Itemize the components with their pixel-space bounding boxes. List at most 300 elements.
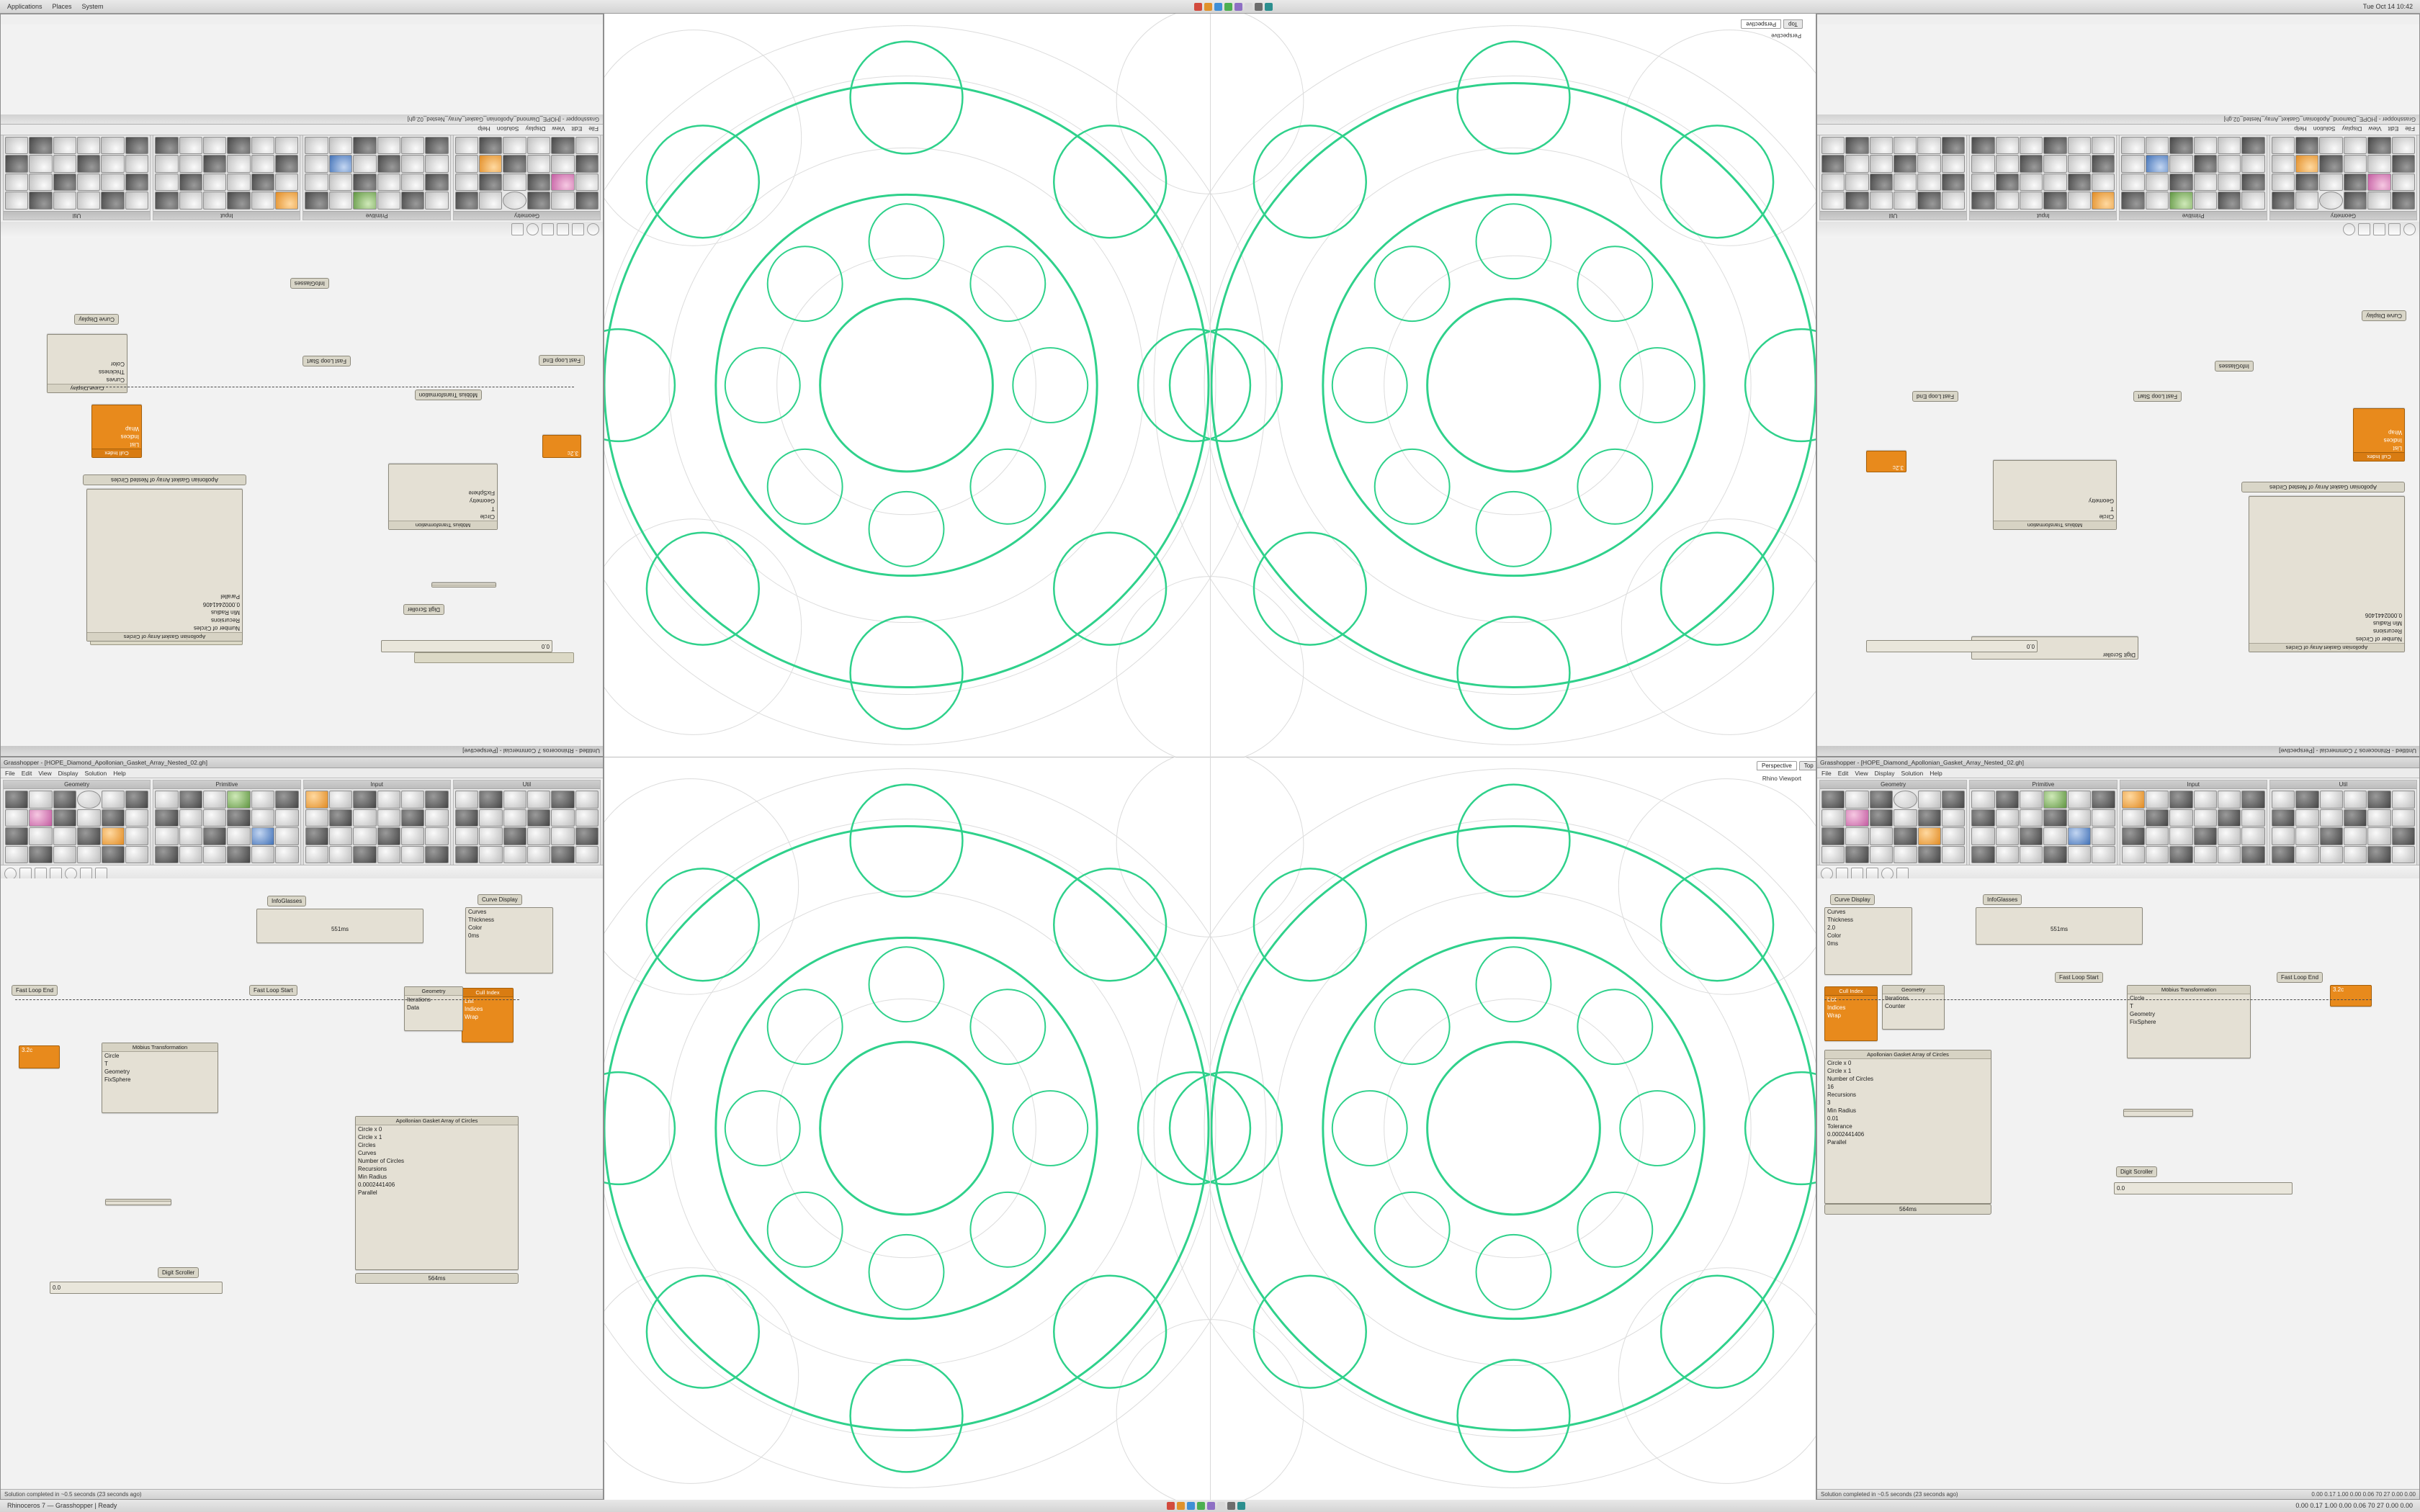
ribbon-icon[interactable] bbox=[305, 809, 328, 827]
ribbon-icon[interactable] bbox=[551, 174, 574, 192]
ribbon-icon[interactable] bbox=[1845, 192, 1868, 210]
ribbon-icon[interactable] bbox=[2092, 192, 2115, 210]
ribbon-icon[interactable] bbox=[155, 809, 178, 827]
ribbon-icon[interactable] bbox=[227, 827, 250, 845]
ribbon-icon[interactable] bbox=[5, 846, 28, 864]
new-icon-tr[interactable] bbox=[2403, 224, 2416, 236]
ribbon-icon[interactable] bbox=[2043, 137, 2066, 155]
ribbon-icon[interactable] bbox=[2122, 791, 2145, 809]
ribbon-icon[interactable] bbox=[1894, 174, 1917, 192]
ribbon-icon[interactable] bbox=[227, 174, 250, 192]
ribbon-icon[interactable] bbox=[377, 174, 400, 192]
ribbon-icon[interactable] bbox=[2068, 174, 2091, 192]
open-icon-tl[interactable] bbox=[572, 224, 584, 236]
ribbon-icon[interactable] bbox=[377, 827, 400, 845]
viewport-tab-top-bottom[interactable]: Top bbox=[1799, 761, 1816, 770]
ribbon-icon[interactable] bbox=[2392, 192, 2415, 210]
gh-window-top-left[interactable] bbox=[0, 14, 604, 757]
ribbon-icon[interactable] bbox=[2218, 174, 2241, 192]
new-icon-bl[interactable] bbox=[4, 868, 17, 880]
ribbon-icon[interactable] bbox=[203, 827, 226, 845]
component-mobius-tr[interactable] bbox=[1993, 460, 2117, 530]
ribbon-icon[interactable] bbox=[1996, 137, 2019, 155]
ribbon-icon[interactable] bbox=[179, 827, 202, 845]
ribbon-icon[interactable] bbox=[1942, 174, 1965, 192]
ribbon-icon[interactable] bbox=[203, 791, 226, 809]
ribbon-icon[interactable] bbox=[503, 809, 526, 827]
ribbon-grid-input-bl[interactable] bbox=[304, 789, 450, 865]
ribbon-panel-geometry-tr[interactable] bbox=[2269, 135, 2417, 220]
ribbon-icon[interactable] bbox=[1971, 846, 1994, 864]
zoom-icon-tr[interactable] bbox=[2358, 224, 2370, 236]
gh-toolbar-tl[interactable] bbox=[1, 221, 603, 238]
tray-icon-b7[interactable] bbox=[1227, 1502, 1235, 1510]
gh-toolbar-tr[interactable] bbox=[1817, 221, 2419, 238]
ribbon-icon[interactable] bbox=[53, 137, 76, 155]
ribbon-icon[interactable] bbox=[179, 137, 202, 155]
preview-icon-bl[interactable] bbox=[65, 868, 77, 880]
ribbon-icon[interactable] bbox=[2169, 156, 2192, 174]
ribbon-icon[interactable] bbox=[53, 809, 76, 827]
ribbon-icon[interactable] bbox=[401, 156, 424, 174]
gh-window-top-right[interactable] bbox=[1816, 14, 2420, 757]
ribbon-icon[interactable] bbox=[2068, 156, 2091, 174]
tray-icon-4[interactable] bbox=[1224, 3, 1232, 11]
tray-icon-5[interactable] bbox=[1234, 3, 1242, 11]
ribbon-grid-util-br[interactable] bbox=[2270, 789, 2416, 865]
ribbon-icon[interactable] bbox=[2367, 156, 2390, 174]
ribbon-icon[interactable] bbox=[1821, 809, 1845, 827]
gh-canvas-br[interactable] bbox=[1817, 878, 2419, 1489]
gh-menubar-tl[interactable] bbox=[1, 124, 603, 134]
component-digitscroller-value-tr[interactable] bbox=[1866, 451, 1906, 472]
ribbon-icon[interactable] bbox=[2146, 174, 2169, 192]
ribbon-icon[interactable] bbox=[2043, 827, 2066, 845]
ribbon-icon[interactable] bbox=[2367, 827, 2390, 845]
ribbon-icon[interactable] bbox=[203, 192, 226, 210]
ribbon-icon[interactable] bbox=[53, 827, 76, 845]
ribbon-icon[interactable] bbox=[401, 137, 424, 155]
ribbon-icon[interactable] bbox=[2320, 174, 2343, 192]
component-cull-index-tl[interactable] bbox=[91, 405, 142, 458]
ribbon-icon[interactable] bbox=[2392, 156, 2415, 174]
ribbon-icon[interactable] bbox=[203, 137, 226, 155]
ribbon-icon[interactable] bbox=[2122, 809, 2145, 827]
gh-menu-file-bl[interactable]: File bbox=[5, 769, 15, 777]
gh-menu-edit-tr[interactable]: Edit bbox=[2388, 125, 2399, 133]
save-icon-bl[interactable] bbox=[35, 868, 47, 880]
component-digit-scroller-tl[interactable] bbox=[542, 435, 581, 458]
ribbon-icon[interactable] bbox=[251, 156, 274, 174]
ribbon-icon[interactable] bbox=[2218, 137, 2241, 155]
component-pi-bl[interactable] bbox=[105, 1199, 171, 1205]
component-mobius-tl[interactable] bbox=[388, 464, 498, 530]
ribbon-panel-geometry-br[interactable] bbox=[1819, 780, 1967, 865]
slider-digit-scroller-tl[interactable] bbox=[381, 640, 552, 652]
ribbon-icon[interactable] bbox=[2122, 192, 2145, 210]
ribbon-icon[interactable] bbox=[1821, 846, 1845, 864]
ribbon-icon[interactable] bbox=[203, 174, 226, 192]
ribbon-icon[interactable] bbox=[2194, 809, 2217, 827]
ribbon-icon[interactable] bbox=[455, 174, 478, 192]
settings-icon-tl[interactable] bbox=[511, 224, 524, 236]
ribbon-icon[interactable] bbox=[575, 846, 599, 864]
gh-ribbon-bl[interactable] bbox=[1, 778, 603, 865]
ribbon-icon[interactable] bbox=[29, 827, 52, 845]
ribbon-icon[interactable] bbox=[305, 174, 328, 192]
ribbon-grid-geometry-tr[interactable] bbox=[2270, 135, 2416, 211]
save-icon-tr[interactable] bbox=[2373, 224, 2385, 236]
ribbon-icon[interactable] bbox=[1942, 827, 1965, 845]
ribbon-icon[interactable] bbox=[2241, 174, 2264, 192]
ribbon-icon[interactable] bbox=[2169, 827, 2192, 845]
ribbon-icon[interactable] bbox=[2122, 827, 2145, 845]
ribbon-panel-input-bl[interactable] bbox=[303, 780, 451, 865]
ribbon-icon[interactable] bbox=[503, 137, 526, 155]
ribbon-icon[interactable] bbox=[227, 192, 250, 210]
ribbon-icon[interactable] bbox=[275, 137, 298, 155]
tray-icon-b4[interactable] bbox=[1197, 1502, 1205, 1510]
ribbon-icon[interactable] bbox=[2020, 846, 2043, 864]
ribbon-icon[interactable] bbox=[455, 156, 478, 174]
ribbon-icon[interactable] bbox=[1996, 846, 2019, 864]
ribbon-icon[interactable] bbox=[2295, 174, 2318, 192]
ribbon-icon[interactable] bbox=[29, 809, 52, 827]
ribbon-icon[interactable] bbox=[1845, 174, 1868, 192]
ribbon-icon[interactable] bbox=[425, 846, 448, 864]
gh-menu-solution-br[interactable]: Solution bbox=[1901, 769, 1924, 777]
ribbon-icon[interactable] bbox=[77, 192, 100, 210]
preview-icon-tr[interactable] bbox=[2343, 224, 2355, 236]
ribbon-icon[interactable] bbox=[1918, 192, 1941, 210]
viewport-tabs-bottom[interactable] bbox=[1757, 761, 1816, 770]
viewport-tab-perspective[interactable]: Perspective bbox=[1741, 19, 1781, 29]
ribbon-icon[interactable] bbox=[1894, 846, 1917, 864]
component-infoglasses-br[interactable] bbox=[1976, 907, 2143, 945]
ribbon-icon[interactable] bbox=[125, 846, 148, 864]
gh-menu-view-tl[interactable]: View bbox=[552, 125, 565, 133]
open-icon-br[interactable] bbox=[1836, 868, 1848, 880]
ribbon-icon[interactable] bbox=[1971, 809, 1994, 827]
save-icon-tl[interactable] bbox=[557, 224, 569, 236]
ribbon-icon[interactable] bbox=[179, 174, 202, 192]
slider-tr[interactable] bbox=[1866, 640, 2038, 652]
gh-menu-view-tr[interactable]: View bbox=[2368, 125, 2382, 133]
ribbon-panel-geometry-tl[interactable] bbox=[453, 135, 601, 220]
gh-menu-display-tr[interactable]: Display bbox=[2341, 125, 2362, 133]
ribbon-icon[interactable] bbox=[1821, 156, 1845, 174]
ribbon-icon[interactable] bbox=[455, 809, 478, 827]
gh-menu-help-tl[interactable]: Help bbox=[478, 125, 490, 133]
ribbon-icon[interactable] bbox=[2218, 791, 2241, 809]
viewport-tab-perspective-bottom[interactable]: Perspective bbox=[1757, 761, 1797, 770]
gh-menu-edit-bl[interactable]: Edit bbox=[21, 769, 32, 777]
ribbon-icon[interactable] bbox=[251, 192, 274, 210]
ribbon-icon[interactable] bbox=[329, 846, 352, 864]
ribbon-icon[interactable] bbox=[2218, 192, 2241, 210]
ribbon-icon[interactable] bbox=[179, 846, 202, 864]
ribbon-icon[interactable] bbox=[353, 809, 376, 827]
ribbon-icon[interactable] bbox=[551, 827, 574, 845]
ribbon-icon[interactable] bbox=[2344, 156, 2367, 174]
ribbon-icon[interactable] bbox=[425, 156, 448, 174]
ribbon-icon[interactable] bbox=[2146, 156, 2169, 174]
gh-window-bottom-left[interactable] bbox=[0, 757, 604, 1500]
ribbon-icon[interactable] bbox=[5, 174, 28, 192]
gh-menu-help-tr[interactable]: Help bbox=[2294, 125, 2307, 133]
ribbon-icon[interactable] bbox=[1845, 827, 1868, 845]
ribbon-grid-geometry-tl[interactable] bbox=[454, 135, 600, 211]
ribbon-icon[interactable] bbox=[102, 827, 125, 845]
gh-menu-display-tl[interactable]: Display bbox=[525, 125, 546, 133]
ribbon-icon[interactable] bbox=[2146, 791, 2169, 809]
ribbon-icon[interactable] bbox=[2344, 846, 2367, 864]
ribbon-icon[interactable] bbox=[1918, 174, 1941, 192]
gh-menubar-br[interactable] bbox=[1817, 768, 2419, 778]
new-icon-tl[interactable] bbox=[587, 224, 599, 236]
ribbon-icon[interactable] bbox=[53, 156, 76, 174]
ribbon-icon[interactable] bbox=[2272, 192, 2295, 210]
ribbon-icon[interactable] bbox=[575, 174, 599, 192]
ribbon-icon[interactable] bbox=[2272, 137, 2295, 155]
ribbon-icon[interactable] bbox=[1971, 174, 1994, 192]
tray-icon-b2[interactable] bbox=[1177, 1502, 1185, 1510]
viewport-tab-top[interactable]: Top bbox=[1783, 19, 1803, 29]
ribbon-icon[interactable] bbox=[2367, 192, 2390, 210]
ribbon-icon[interactable] bbox=[2068, 137, 2091, 155]
gh-menu-view-br[interactable]: View bbox=[1855, 769, 1868, 777]
ribbon-icon[interactable] bbox=[329, 174, 352, 192]
gh-menu-file-tl[interactable]: File bbox=[588, 125, 599, 133]
ribbon-icon[interactable] bbox=[353, 174, 376, 192]
ribbon-icon[interactable] bbox=[2169, 192, 2192, 210]
ribbon-icon[interactable] bbox=[425, 192, 448, 210]
ribbon-icon[interactable] bbox=[2272, 156, 2295, 174]
ribbon-panel-input-tr[interactable] bbox=[1969, 135, 2117, 220]
ribbon-icon[interactable] bbox=[2218, 809, 2241, 827]
ribbon-icon[interactable] bbox=[2295, 846, 2318, 864]
ribbon-icon[interactable] bbox=[155, 846, 178, 864]
ribbon-icon[interactable] bbox=[2092, 174, 2115, 192]
ribbon-icon[interactable] bbox=[2068, 846, 2091, 864]
ribbon-icon[interactable] bbox=[29, 846, 52, 864]
tray-icon-b8[interactable] bbox=[1237, 1502, 1245, 1510]
ribbon-icon[interactable] bbox=[2320, 809, 2343, 827]
ribbon-panel-input-br[interactable] bbox=[2120, 780, 2267, 865]
gh-menu-edit-tl[interactable]: Edit bbox=[571, 125, 583, 133]
ribbon-icon[interactable] bbox=[575, 192, 599, 210]
component-digit-scroller-bl[interactable] bbox=[19, 1045, 60, 1068]
component-geometry-bl[interactable] bbox=[404, 986, 463, 1031]
ribbon-icon[interactable] bbox=[2367, 846, 2390, 864]
ribbon-icon[interactable] bbox=[2392, 137, 2415, 155]
ribbon-icon[interactable] bbox=[2344, 192, 2367, 210]
ribbon-icon[interactable] bbox=[377, 809, 400, 827]
ribbon-icon[interactable] bbox=[575, 156, 599, 174]
ribbon-icon[interactable] bbox=[251, 846, 274, 864]
os-menu-system[interactable]: System bbox=[81, 3, 104, 10]
ribbon-panel-util-tl[interactable] bbox=[3, 135, 151, 220]
ribbon-icon[interactable] bbox=[575, 827, 599, 845]
ribbon-panel-geometry-bl[interactable] bbox=[3, 780, 151, 865]
profiler-icon-bl[interactable] bbox=[95, 868, 107, 880]
ribbon-icon[interactable] bbox=[2122, 174, 2145, 192]
ribbon-icon[interactable] bbox=[353, 827, 376, 845]
ribbon-icon[interactable] bbox=[1996, 827, 2019, 845]
ribbon-icon[interactable] bbox=[125, 156, 148, 174]
ribbon-icon[interactable] bbox=[2344, 827, 2367, 845]
ribbon-icon[interactable] bbox=[425, 809, 448, 827]
component-mobius-br[interactable] bbox=[2127, 985, 2251, 1058]
gh-menu-help-br[interactable]: Help bbox=[1930, 769, 1942, 777]
ribbon-icon[interactable] bbox=[1894, 137, 1917, 155]
ribbon-icon[interactable] bbox=[203, 156, 226, 174]
ribbon-grid-geometry-br[interactable] bbox=[1820, 789, 1966, 865]
ribbon-icon[interactable] bbox=[77, 137, 100, 155]
ribbon-icon[interactable] bbox=[2020, 137, 2043, 155]
ribbon-icon[interactable] bbox=[2068, 791, 2091, 809]
ribbon-icon[interactable] bbox=[5, 827, 28, 845]
ribbon-icon[interactable] bbox=[1971, 192, 1994, 210]
ribbon-grid-util-bl[interactable] bbox=[454, 789, 600, 865]
ribbon-icon[interactable] bbox=[2272, 809, 2295, 827]
ribbon-icon[interactable] bbox=[1918, 137, 1941, 155]
ribbon-icon[interactable] bbox=[551, 809, 574, 827]
ribbon-icon[interactable] bbox=[125, 192, 148, 210]
component-geometry-br[interactable] bbox=[1882, 985, 1945, 1030]
ribbon-icon[interactable] bbox=[102, 192, 125, 210]
ribbon-icon[interactable] bbox=[5, 809, 28, 827]
ribbon-panel-primitive-br[interactable] bbox=[1969, 780, 2117, 865]
gh-menu-view-bl[interactable]: View bbox=[38, 769, 52, 777]
ribbon-icon[interactable] bbox=[155, 827, 178, 845]
ribbon-icon[interactable] bbox=[251, 174, 274, 192]
component-curve-display-br[interactable] bbox=[1824, 907, 1912, 975]
ribbon-icon[interactable] bbox=[179, 192, 202, 210]
ribbon-icon[interactable] bbox=[2367, 809, 2390, 827]
ribbon-icon[interactable] bbox=[77, 174, 100, 192]
ribbon-icon[interactable] bbox=[1870, 846, 1893, 864]
ribbon-icon[interactable] bbox=[102, 156, 125, 174]
ribbon-icon[interactable] bbox=[353, 791, 376, 809]
ribbon-icon[interactable] bbox=[551, 846, 574, 864]
ribbon-icon[interactable] bbox=[2241, 827, 2264, 845]
slider-digit-scroller-bl[interactable] bbox=[50, 1282, 223, 1294]
ribbon-icon[interactable] bbox=[53, 174, 76, 192]
ribbon-icon[interactable] bbox=[155, 137, 178, 155]
ribbon-icon[interactable] bbox=[1821, 791, 1845, 809]
ribbon-icon[interactable] bbox=[227, 809, 250, 827]
ribbon-icon[interactable] bbox=[2344, 174, 2367, 192]
ribbon-icon[interactable] bbox=[251, 137, 274, 155]
ribbon-icon[interactable] bbox=[2194, 192, 2217, 210]
ribbon-grid-primitive-tr[interactable] bbox=[2120, 135, 2267, 211]
ribbon-icon[interactable] bbox=[29, 156, 52, 174]
ribbon-grid-input-tl[interactable] bbox=[153, 135, 300, 211]
zoom-icon-bl[interactable] bbox=[50, 868, 62, 880]
ribbon-icon[interactable] bbox=[479, 192, 502, 210]
ribbon-icon[interactable] bbox=[1894, 791, 1917, 809]
component-gasket-br[interactable] bbox=[1824, 1050, 1991, 1204]
ribbon-icon[interactable] bbox=[227, 156, 250, 174]
open-icon-tr[interactable] bbox=[2388, 224, 2401, 236]
ribbon-icon[interactable] bbox=[102, 137, 125, 155]
component-cull-index-tr[interactable] bbox=[2353, 408, 2405, 462]
ribbon-icon[interactable] bbox=[1894, 156, 1917, 174]
ribbon-icon[interactable] bbox=[275, 791, 298, 809]
ribbon-icon[interactable] bbox=[1971, 156, 1994, 174]
ribbon-icon[interactable] bbox=[2295, 137, 2318, 155]
ribbon-icon[interactable] bbox=[2122, 156, 2145, 174]
settings-icon-bl[interactable] bbox=[80, 868, 92, 880]
ribbon-icon[interactable] bbox=[2241, 791, 2264, 809]
ribbon-grid-geometry-bl[interactable] bbox=[4, 789, 150, 865]
ribbon-icon[interactable] bbox=[1996, 192, 2019, 210]
slider-br[interactable] bbox=[2114, 1182, 2293, 1194]
gh-menubar-bl[interactable] bbox=[1, 768, 603, 778]
ribbon-icon[interactable] bbox=[305, 137, 328, 155]
ribbon-icon[interactable] bbox=[1870, 791, 1893, 809]
tray-icon-b5[interactable] bbox=[1207, 1502, 1215, 1510]
ribbon-icon[interactable] bbox=[353, 192, 376, 210]
ribbon-icon[interactable] bbox=[503, 192, 526, 210]
component-gasket-tl[interactable] bbox=[86, 489, 243, 642]
ribbon-icon[interactable] bbox=[251, 827, 274, 845]
ribbon-icon[interactable] bbox=[1870, 156, 1893, 174]
component-infoglasses-bl[interactable] bbox=[256, 909, 424, 943]
ribbon-icon[interactable] bbox=[1942, 137, 1965, 155]
ribbon-panel-primitive-bl[interactable] bbox=[153, 780, 300, 865]
zoom-icon-tl[interactable] bbox=[542, 224, 554, 236]
component-gasket-bl[interactable] bbox=[355, 1116, 519, 1270]
preview-icon-br[interactable] bbox=[1881, 868, 1894, 880]
ribbon-icon[interactable] bbox=[479, 809, 502, 827]
ribbon-icon[interactable] bbox=[1942, 156, 1965, 174]
component-gasket-tr[interactable] bbox=[2249, 496, 2405, 652]
component-cull-index-bl[interactable] bbox=[462, 988, 514, 1043]
ribbon-icon[interactable] bbox=[401, 846, 424, 864]
ribbon-icon[interactable] bbox=[377, 156, 400, 174]
ribbon-icon[interactable] bbox=[1971, 137, 1994, 155]
ribbon-icon[interactable] bbox=[2367, 791, 2390, 809]
gh-menu-file-tr[interactable]: File bbox=[2405, 125, 2415, 133]
ribbon-icon[interactable] bbox=[1821, 192, 1845, 210]
ribbon-icon[interactable] bbox=[2392, 809, 2415, 827]
ribbon-icon[interactable] bbox=[425, 174, 448, 192]
settings-icon-br[interactable] bbox=[1896, 868, 1909, 880]
ribbon-icon[interactable] bbox=[2020, 174, 2043, 192]
ribbon-icon[interactable] bbox=[1996, 156, 2019, 174]
ribbon-icon[interactable] bbox=[329, 192, 352, 210]
ribbon-icon[interactable] bbox=[2295, 791, 2318, 809]
ribbon-icon[interactable] bbox=[2020, 156, 2043, 174]
ribbon-icon[interactable] bbox=[1870, 137, 1893, 155]
ribbon-icon[interactable] bbox=[2092, 827, 2115, 845]
tray-icon-1[interactable] bbox=[1194, 3, 1202, 11]
ribbon-icon[interactable] bbox=[227, 791, 250, 809]
gh-ribbon-br[interactable] bbox=[1817, 778, 2419, 865]
ribbon-icon[interactable] bbox=[2169, 137, 2192, 155]
ribbon-icon[interactable] bbox=[479, 827, 502, 845]
ribbon-icon[interactable] bbox=[2392, 174, 2415, 192]
ribbon-icon[interactable] bbox=[2241, 156, 2264, 174]
ribbon-icon[interactable] bbox=[251, 809, 274, 827]
ribbon-icon[interactable] bbox=[2146, 846, 2169, 864]
ribbon-icon[interactable] bbox=[2320, 192, 2343, 210]
ribbon-icon[interactable] bbox=[251, 791, 274, 809]
ribbon-icon[interactable] bbox=[102, 809, 125, 827]
ribbon-icon[interactable] bbox=[527, 809, 550, 827]
